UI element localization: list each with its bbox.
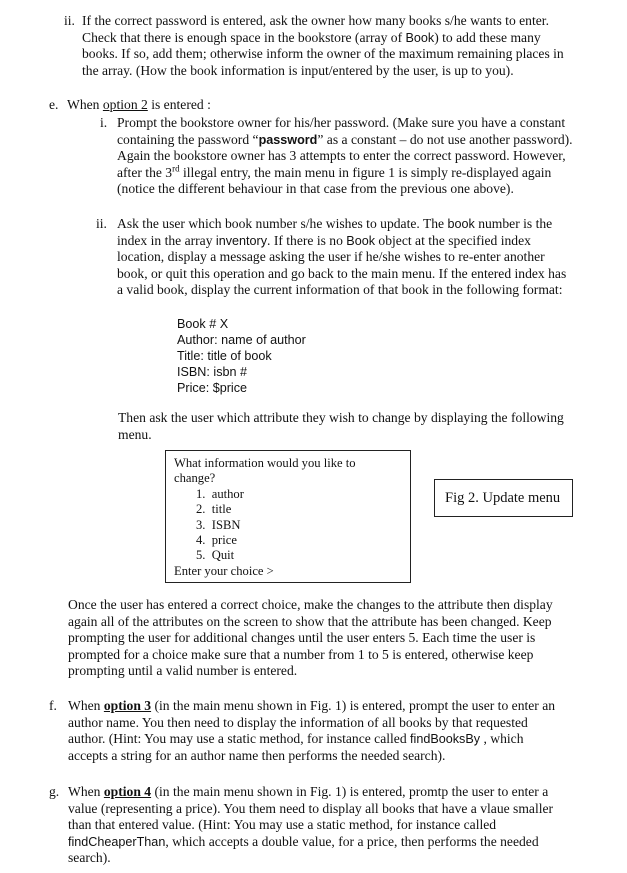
menu-option-author: [196, 487, 244, 502]
code-findbooksby: findBooksBy: [410, 732, 481, 746]
text-span: Check that there is enough space in the bookstore (array of: [82, 29, 403, 45]
update-menu-box: [165, 450, 411, 583]
text-span: , which accepts a double value, for a price, then performs the needed: [165, 833, 539, 849]
item-g-paragraph: [68, 784, 611, 867]
text-line: [68, 784, 611, 801]
text-line: Prompt the bookstore owner for his/her password. (Make sure you have a constant: [117, 115, 566, 130]
format-line: Title: title of book: [177, 349, 272, 363]
text-line: search).: [68, 850, 111, 865]
text-span: Ask the user which book number s/he wishes to update. The: [117, 216, 445, 231]
format-line: Author: name of author: [177, 333, 306, 347]
menu-title: What information would you like to: [174, 456, 356, 470]
item-e-heading: [67, 97, 211, 114]
text-span: index in the array: [117, 232, 213, 248]
option-text: author: [211, 487, 244, 501]
item-e-i-label: i.: [100, 115, 108, 130]
text-line: [68, 698, 611, 715]
text-line: [117, 132, 612, 149]
text-line: [68, 731, 611, 748]
text-line: [82, 30, 612, 47]
book-format-block: [177, 316, 306, 396]
text-line: [68, 834, 611, 851]
text-line: [117, 233, 612, 250]
text-span: ” as a constant – do not use another password).: [317, 131, 573, 147]
text-line: menu.: [118, 426, 152, 442]
menu-option-title: [196, 502, 231, 517]
option-number: 2.: [196, 502, 206, 516]
item-e-label: e.: [49, 97, 59, 112]
figure-caption-box: [434, 479, 573, 517]
text-line: Again the bookstore owner has 3 attempts to enter the correct password. However,: [117, 148, 566, 163]
text-span: (in the main menu shown in Fig. 1) is entered, prompt the user to enter an: [154, 698, 556, 713]
text-span: author. (Hint: You may use a static method, for instance called: [68, 731, 407, 746]
text-line: prompting until a valid number is entered.: [68, 663, 298, 678]
option-number: 4.: [196, 533, 206, 547]
once-paragraph: [68, 597, 611, 680]
menu-option-price: [196, 533, 237, 548]
code-inventory: inventory: [215, 233, 268, 248]
option-text: title: [211, 502, 232, 516]
menu-title-cont: change?: [174, 471, 216, 485]
option-text: ISBN: [211, 518, 241, 532]
then-ask-paragraph: [118, 410, 608, 443]
text-span: after the 3: [117, 164, 173, 180]
text-line: than that entered value. (Hint: You may use a static method, for instance called: [68, 817, 497, 832]
text-span: When: [68, 698, 101, 713]
text-span: , which: [483, 731, 524, 746]
figure-caption: Fig 2. Update menu: [445, 490, 561, 506]
code-book: Book: [405, 30, 435, 45]
menu-option-isbn: [196, 518, 240, 533]
option-4-link[interactable]: option 4: [103, 784, 152, 799]
text-line: value (representing a price). You them need to display all books that have a vlaue smaller: [68, 800, 554, 816]
text-line: (notice the different behaviour in that case from the previous one above).: [117, 181, 514, 196]
option-2-link[interactable]: option 2: [102, 97, 148, 112]
item-e-ii-paragraph: [117, 216, 612, 299]
text-line: again all of the attributes on the screen to show that the attribute has been changed. Keep: [68, 613, 552, 629]
text-span: containing the password “: [117, 131, 259, 147]
item-g-label: g.: [49, 784, 60, 799]
text-line: accepts a string for an author name then performs the needed search).: [68, 747, 446, 763]
item-e-i-paragraph: [117, 115, 612, 198]
text-span: is entered :: [151, 97, 211, 112]
format-line: ISBN: isbn #: [177, 365, 247, 379]
text-span: (in the main menu shown in Fig. 1) is entered, promtp the user to enter a: [154, 784, 549, 799]
text-span: When: [67, 97, 100, 112]
text-span: When: [68, 784, 101, 799]
item-f-label: f.: [49, 698, 57, 713]
option-number: 1.: [196, 487, 206, 501]
item-f-paragraph: [68, 698, 611, 764]
code-password: password: [258, 132, 318, 147]
text-span: ) to add these many: [434, 29, 541, 45]
text-line: the array. (How the book information is input/entered by the user, is up to you).: [82, 62, 514, 78]
text-span: object at the specified index: [378, 232, 531, 248]
item-e-ii-label: ii.: [96, 216, 107, 231]
menu-prompt: Enter your choice >: [174, 564, 274, 578]
text-line: Once the user has entered a correct choice, make the changes to the attribute then display: [68, 597, 553, 612]
text-span: number is the: [478, 216, 553, 231]
code-findcheaperthan: findCheaperThan: [68, 834, 166, 849]
format-line: Book # X: [177, 317, 229, 331]
text-line: prompting the user for additional changes until the user enters 5. Each time the user is: [68, 630, 536, 645]
format-line: Price: $price: [177, 381, 247, 395]
option-number: 3.: [196, 518, 206, 532]
option-number: 5.: [196, 548, 206, 562]
code-book: Book: [346, 233, 376, 248]
text-line: author name. You then need to display the information of all books by that requested: [68, 714, 528, 730]
menu-option-quit: [196, 548, 234, 563]
text-span: . If there is no: [267, 232, 343, 248]
item-ii-paragraph: [82, 13, 612, 79]
option-text: price: [211, 533, 237, 547]
option-text: Quit: [211, 548, 235, 562]
text-span: illegal entry, the main menu in figure 1 is simply re-displayed again: [179, 164, 552, 180]
text-line: prompted for a choice make sure that a number from 1 to 5 is entered, otherwise keep: [68, 646, 534, 662]
superscript: rd: [172, 162, 180, 173]
text-line: If the correct password is entered, ask the owner how many books s/he wants to enter.: [82, 13, 549, 28]
text-line: [117, 162, 612, 182]
text-line: [117, 216, 612, 233]
item-ii-label: ii.: [64, 13, 75, 28]
code-book-lower: book: [447, 217, 475, 231]
option-3-link[interactable]: option 3: [103, 698, 152, 713]
text-line: book, or quit this operation and go back to the main menu. If the entered index has: [117, 265, 567, 281]
text-line: location, display a message asking the user if he/she wishes to re-enter another: [117, 249, 545, 264]
text-line: books. If so, add them; otherwise inform the owner of the maximum remaining places in: [82, 46, 564, 61]
text-line: Then ask the user which attribute they wish to change by displaying the following: [118, 410, 564, 425]
text-line: a valid book, display the current information of that book in the following format:: [117, 282, 563, 297]
